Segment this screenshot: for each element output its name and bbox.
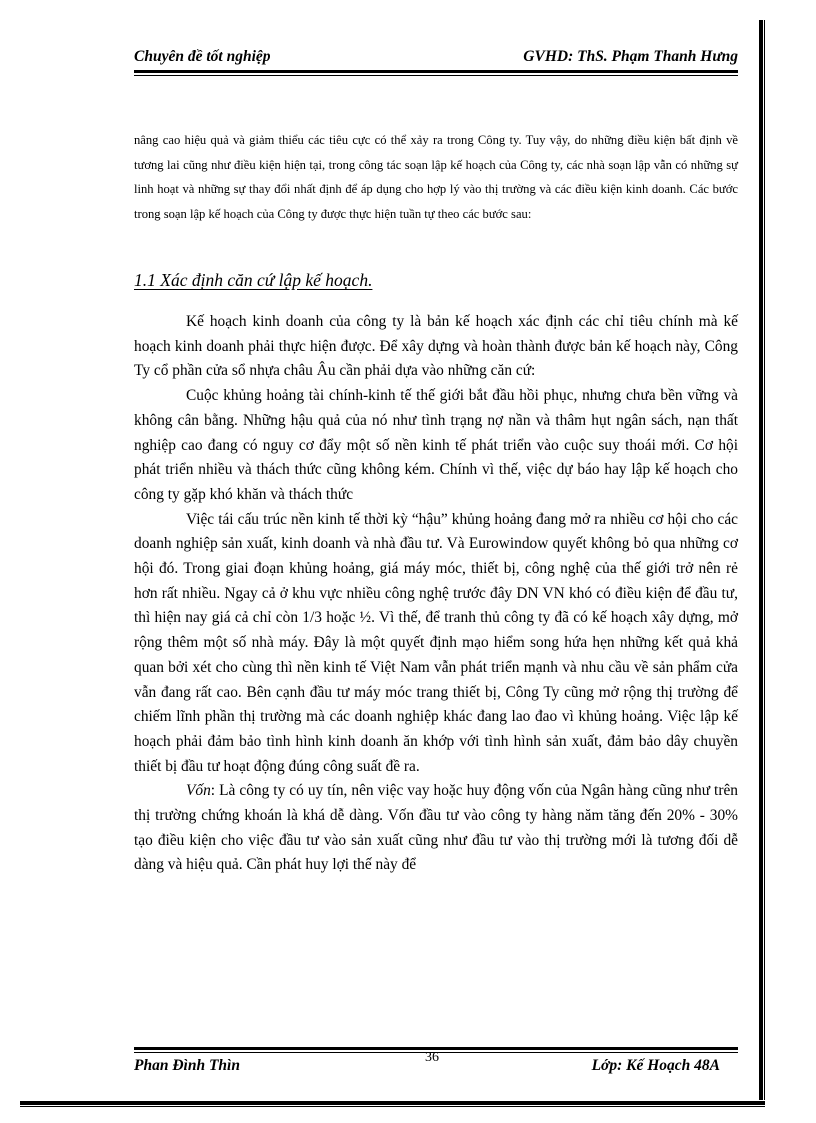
section-heading: 1.1 Xác định căn cứ lập kế hoạch. — [134, 270, 373, 290]
page-border-right-inner — [764, 20, 765, 1100]
header-rule — [134, 70, 738, 73]
body-paragraph: Cuộc khủng hoảng tài chính-kinh tế thế giới bắt đầu hồi phục, nhưng chưa bền vững và không cân bằng. Những hậu quả của nó như tình trạng nợ nần và thâm hụt ngân sách, nạn thất nghiệp cao đang có nguy cơ đẩy một số nền kinh tế phát triển vào cuộc suy thoái mới. Cơ hội phát triển nhiều và thách thức cũng không kém. Chính vì thế, việc dự báo hay lập kế hoạch cho công ty gặp khó khăn và thách thức — [134, 387, 738, 503]
intro-text: nâng cao hiệu quả và giảm thiểu các tiêu cực có thể xảy ra trong Công ty. Tuy vậy, do những điều kiện bất định về tương lai cũng như điều kiện hiện tại, trong công tác soạn lập kế hoạch của Công ty, các nhà soạn lập vẫn có những sự linh hoạt và những sự thay đổi nhất định để áp dụng cho hợp lý vào thị trường và các điều kiện kinh doanh. Các bước trong soạn lập kế hoạch của Công ty được thực hiện tuần tự theo các bước sau: — [134, 133, 738, 221]
body-paragraph: Kế hoạch kinh doanh của công ty là bản kế hoạch xác định các chỉ tiêu chính mà kế hoạch kinh doanh phải thực hiện được. Để xây dựng và hoàn thành được bản kế hoạch này, Công Ty cổ phần cửa sổ nhựa châu Âu cần phải dựa vào những căn cứ: — [134, 313, 738, 380]
body-text — [134, 310, 738, 878]
footer-author: Phan Đình Thìn — [134, 1057, 240, 1074]
page-number: 36 — [425, 1050, 439, 1065]
page-border-bottom-inner — [20, 1106, 765, 1107]
capital-lead: Vốn — [186, 782, 211, 800]
header-document-type: Chuyên đề tốt nghiệp — [134, 48, 271, 65]
body-paragraph-capital — [134, 779, 738, 878]
footer-class: Lớp: Kế Hoạch 48A — [591, 1057, 720, 1074]
page-border-bottom — [20, 1101, 765, 1105]
capital-text: : Là công ty có uy tín, nên việc vay hoặc huy động vốn của Ngân hàng cũng như trên thị trường chứng khoán là khá dễ dàng. Vốn đầu tư vào công ty hàng năm tăng đến 20% - 30% tạo điều kiện cho việc đầu tư vào sản xuất cũng như đầu tư vào thị trường mới là tương đối dễ dàng và hiệu quả. Cần phát huy lợi thế này để — [134, 782, 738, 874]
page-border-right — [759, 20, 763, 1100]
header-rule-thin — [134, 75, 738, 76]
body-paragraph: Việc tái cấu trúc nền kinh tế thời kỳ “hậu” khủng hoảng đang mở ra nhiều cơ hội cho các doanh nghiệp sản xuất, kinh doanh và nhà đầu tư. Và Eurowindow quyết không bỏ qua những cơ hội đó. Trong giai đoạn khủng hoảng, giá máy móc, thiết bị, công nghệ của thế giới trở nên rẻ hơn rất nhiều. Ngay cả ở khu vực nhiều công nghệ trước đây DN VN khó có điều kiện để đầu tư, thì hiện nay giá cả chỉ còn 1/3 hoặc ½. Vì thế, để tranh thủ công ty đã có kế hoạch xây dựng, mở rộng thêm một số nhà máy. Đây là một quyết định mạo hiểm song hứa hẹn những kết quả khả quan bởi xét cho cùng thì nền kinh tế Việt Nam vẫn phát triển mạnh và nhu cầu về sản phẩm cửa vẫn đang rất cao. Bên cạnh đầu tư máy móc trang thiết bị, Công Ty cũng mở rộng thị trường để chiếm lĩnh phần thị trường mà các doanh nghiệp khác đang lao đao vì khủng hoảng. Việc lập kế hoạch phải đảm bảo tình hình kinh doanh ăn khớp với tình hình sản xuất, đảm bảo dây chuyền thiết bị đầu tư hoạt động đúng công suất đề ra. — [134, 510, 738, 775]
page-header — [134, 46, 738, 68]
header-supervisor: GVHD: ThS. Phạm Thanh Hưng — [523, 48, 738, 65]
intro-paragraph — [134, 128, 738, 226]
